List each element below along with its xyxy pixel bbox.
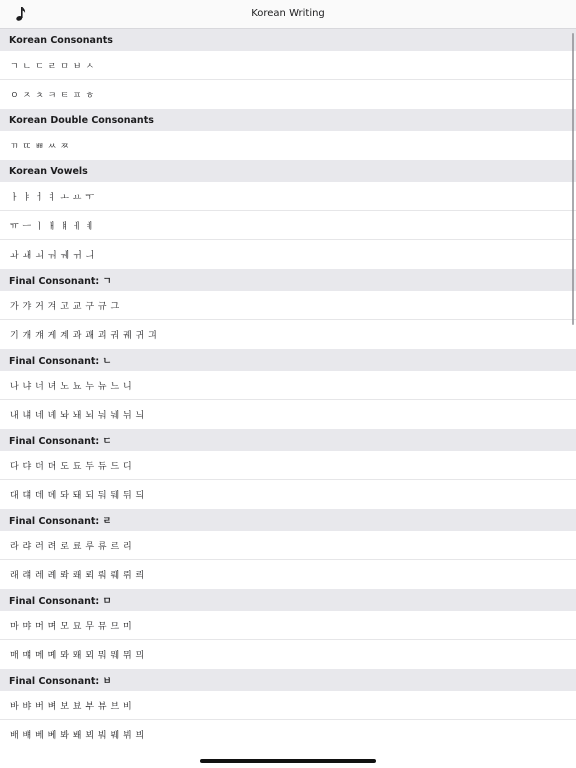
list-row[interactable]: 가 갸 거 겨 고 교 구 규 그 bbox=[0, 291, 576, 320]
list-row[interactable]: 나 냐 너 녀 노 뇨 누 뉴 느 니 bbox=[0, 371, 576, 400]
list-row[interactable]: 래 럐 레 례 롸 뢔 뢰 뤄 뤠 뤼 릐 bbox=[0, 560, 576, 589]
list-row[interactable]: 마 먀 머 며 모 묘 무 뮤 므 미 bbox=[0, 611, 576, 640]
section-header: Final Consonant: ㄴ bbox=[0, 349, 576, 371]
list-row[interactable]: ㄲ ㄸ ㅃ ㅆ ㅉ bbox=[0, 131, 576, 160]
list-row[interactable]: 배 뱨 베 볘 봐 봬 뵈 붜 붸 뷔 븨 bbox=[0, 720, 576, 749]
section-header: Korean Vowels bbox=[0, 160, 576, 182]
list-row[interactable]: 매 먜 메 몌 뫄 뫠 뫼 뭐 뭬 뮈 믜 bbox=[0, 640, 576, 669]
list-row[interactable]: 내 냬 네 녜 놔 놰 뇌 눠 눼 뉘 늬 bbox=[0, 400, 576, 429]
section-header: Final Consonant: ㄷ bbox=[0, 429, 576, 451]
section-header: Korean Double Consonants bbox=[0, 109, 576, 131]
list-row[interactable]: ㅇ ㅈ ㅊ ㅋ ㅌ ㅍ ㅎ bbox=[0, 80, 576, 109]
list-row[interactable]: 바 뱌 버 벼 보 뵤 부 뷰 브 비 bbox=[0, 691, 576, 720]
list-row[interactable]: ㅠ ㅡ ㅣ ㅐ ㅒ ㅔ ㅖ bbox=[0, 211, 576, 240]
character-list bbox=[0, 29, 576, 749]
list-row[interactable]: 대 댸 데 뎨 돠 돼 되 둬 뒈 뒤 듸 bbox=[0, 480, 576, 509]
list-row[interactable]: 기 개 걔 게 계 과 괘 괴 궈 궤 귀 긔 bbox=[0, 320, 576, 349]
section-header: Final Consonant: ㄹ bbox=[0, 509, 576, 531]
list-row[interactable]: ㅏ ㅑ ㅓ ㅕ ㅗ ㅛ ㅜ bbox=[0, 182, 576, 211]
home-indicator[interactable] bbox=[200, 759, 376, 763]
list-row[interactable]: ㄱ ㄴ ㄷ ㄹ ㅁ ㅂ ㅅ bbox=[0, 51, 576, 80]
section-header: Korean Consonants bbox=[0, 29, 576, 51]
section-header: Final Consonant: ㅂ bbox=[0, 669, 576, 691]
navigation-bar bbox=[0, 0, 576, 29]
list-row[interactable]: 다 댜 더 뎌 도 됴 두 듀 드 디 bbox=[0, 451, 576, 480]
section-header: Final Consonant: ㅁ bbox=[0, 589, 576, 611]
list-row[interactable]: ㅘ ㅙ ㅚ ㅝ ㅞ ㅟ ㅢ bbox=[0, 240, 576, 269]
scroll-indicator[interactable] bbox=[572, 33, 575, 325]
list-row[interactable]: 라 랴 러 려 로 료 루 류 르 리 bbox=[0, 531, 576, 560]
section-header: Final Consonant: ㄱ bbox=[0, 269, 576, 291]
nav-title: Korean Writing bbox=[251, 8, 325, 19]
